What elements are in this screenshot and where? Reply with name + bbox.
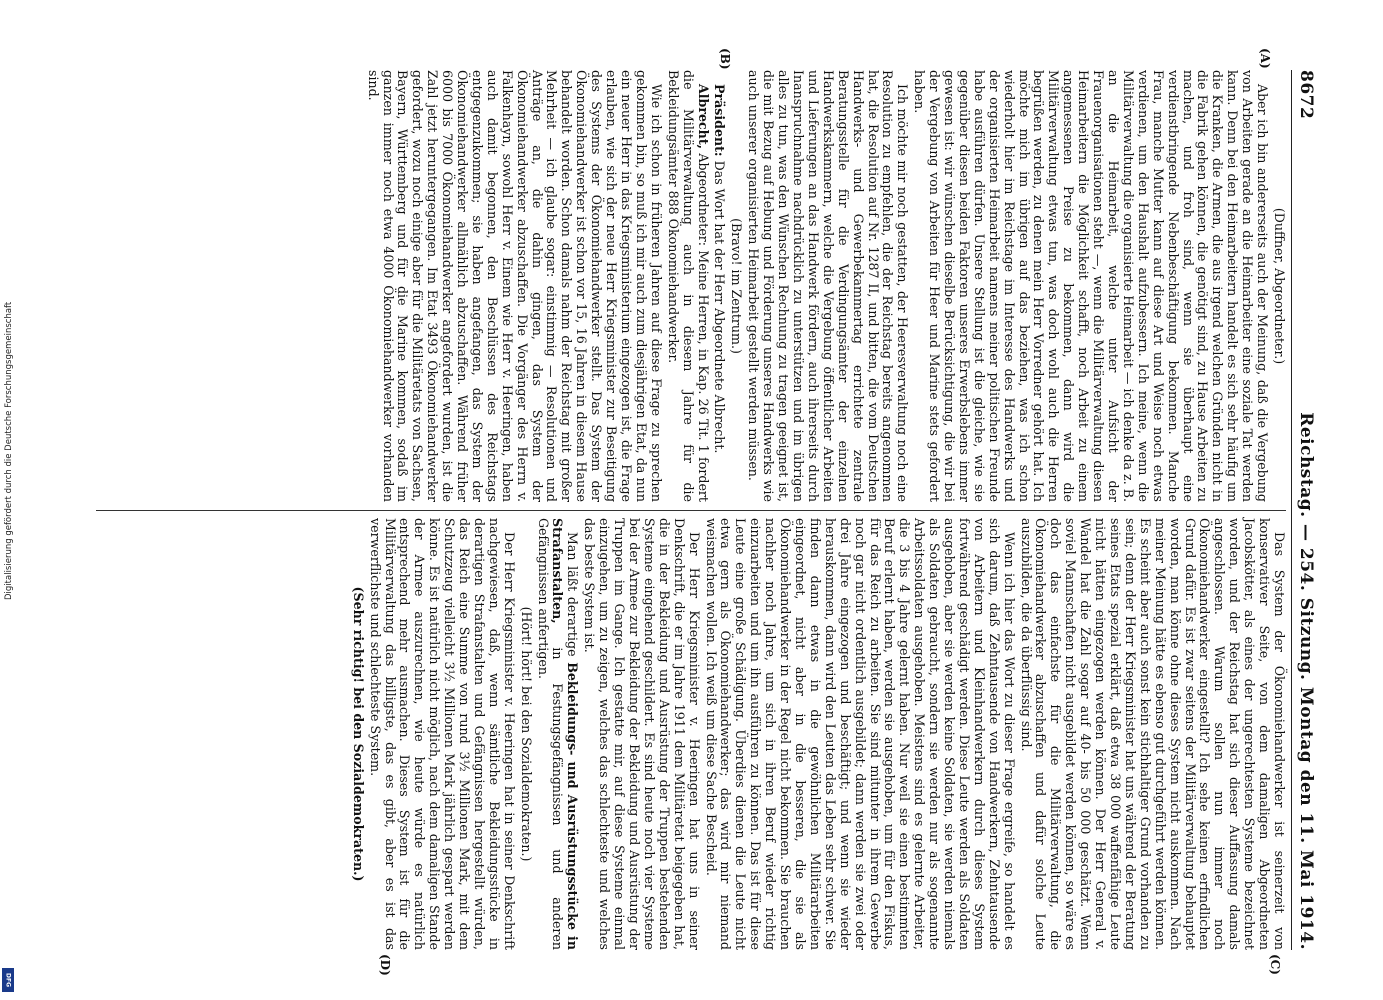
margin-marker-c: (C) (1268, 954, 1282, 975)
digitization-credit: Digitalisierung gefördert durch die Deutsche Forschungsgemeinschaft (4, 301, 14, 600)
president-text: Das Wort hat der Herr Abgeordnete Albrecht. (712, 160, 728, 454)
interjection: (Hört! hört! bei den Sozialdemokraten.) (518, 606, 534, 862)
paragraph: Das System der Ökonomiehandwerker ist seinerzeit von konservativer Seite, von dem damaligen Abgeordneten Jacobskötter, als eines der ungerechtesten Systeme bezeichnet worden, und der Reichstag hat sich dieser Auffassung damals angeschlossen. Warum sollen nun immer noch Ökonomiehandwerker eingestellt? Ich sehe keinen erfindlichen Grund dafür. Es ist zwar seitens der Militärverwaltung behauptet worden, man könne ohne dieses System nicht auskommen. Nach meiner Meinung hätte es ebenso gut durchgeführt werden können. Es scheint aber auch sonst kein stichhaltiger Grund vorhanden zu sein; denn der Herr Kriegsminister hat uns während der Beratung seines Etats spezial erklärt, daß etwa 38 000 waffenfähige Leute nicht hätten eingezogen werden können. Der Herr General v. Wandel hat die Zahl sogar auf 40- bis 50 000 geschätzt. Wenn soviel Mannschaften nicht ausgebildet werden können, so wäre es doch das einfachste für die Militärverwaltung, die Ökonomiehandwerker abzuschaffen und dafür solche Leute auszubilden, die da überflüssig sind. (1018, 518, 1287, 950)
paragraph: Ich möchte mir noch gestatten, der Heeresverwaltung noch eine Resolution zu empfehlen, die der Reichstag bereits angenommen hat, die Resolution auf Nr. 1287 II, und bitten, die vom Deutschen Handwerks- und Gewerbekammertag errichtete zentrale Beratungsstelle für die Verdingungsämter der einzelnen Handwerkskammern, welche die Vergebung öffentlicher Arbeiten und Lieferungen an das Handwerk fördern, auch ihrerseits durch Inanspruchnahme nachdrücklich zu unterstützen und im übrigen alles zu tun, was den Wünschen Rechnung zu tragen geeignet ist, die mit Bezug auf Hebung und Förderung unseres Handwerks wie auch unserer organisierten Heimarbeit gestellt werden müssen. (746, 70, 911, 502)
closing-note: (Sehr richtig! bei den Sozialdemokraten.) (350, 586, 366, 882)
rotated-sheet (80, 48, 1330, 976)
speaker-line: (Duffner, Abgeordneter.) (1272, 207, 1287, 365)
inline-label: Man läßt derartige (565, 532, 581, 657)
paragraph: Wenn ich hier das Wort zu dieser Frage ergreife, so handelt es sich darum, daß Zehntausende von Handwerkern, Zehntausende von Arbeitern und Kleinhandwerkern durch dieses System fortwährend geschädigt werden. Diese Leute werden als Soldaten ausgehoben, aber sie werden keine Soldaten, sie werden niemals als Soldaten gebraucht, sondern sie werden nur als sogenannte Arbeitssoldaten ausgehoben. Meistens sind es gelernte Arbeiter, die 3 bis 4 Jahre gelernt haben. Nur weil sie einen bestimmten Beruf erlernt haben, werden sie ausgehoben, um für den Fiskus, für das Reich zu arbeiten. Sie sind mitunter in ihrem Gewerbe noch gar nicht ordentlich ausgebildet; dann werden sie zwei oder drei Jahre eingezogen und beschäftigt; und wenn sie wieder herauskommen, dann wird den Leuten das Leben sehr schwer. Sie finden dann etwas in die gewöhnlichen Militärarbeiten eingeordnet, nicht aber in die besseren, die sie als Ökonomiehandwerker in der Regel nicht bekommen. Sie brauchen nachher noch Jahre, um sich in ihren Beruf wieder richtig einzuarbeiten und um ihn ausführen zu können. Das ist für diese Leute eine große Schädigung. Überdies dienen die Leute nicht etwa gern als Ökonomiehandwerker; das wird mir niemand weismachen wollen. Ich weiß um diese Sache Bescheid. (703, 518, 1017, 950)
albrecht-paragraph (665, 70, 710, 502)
applause-note: (Bravo! im Zentrum.) (729, 218, 745, 354)
margin-marker-d: (D) (378, 954, 392, 976)
column-right (348, 518, 1286, 950)
page-number: 8672 (1296, 70, 1316, 120)
paragraph: Der Herr Kriegsminister v. Heeringen hat in seiner Denkschrift nachgewiesen, daß, wenn sämtliche Bekleidungsstücke in derartigen Strafanstalten und Gefängnissen hergestellt würden, das Reich eine Summe von rund 3½ Millionen Mark, mit dem Schutzzeug vielleicht 3½ Millionen Mark jährlich gespart werden könne. Es ist natürlich nicht möglich, nach dem damaligen Stande der Armee auszurechnen, wie heute würde es natürlich entsprechend mehr ausmachen. Dieses System ist für die Militärverwaltung das billigste, das es gibt, aber es ist das verwerflichste und schlechteste System. (367, 518, 517, 950)
paragraph: Aber ich bin andererseits auch der Meinung, daß die Vergebung von Arbeiten gerade an die Heimarbeiter eine soziale Tat werden kann. Denn bei den Heimarbeitern handelt es sich sehr häufig um die Kranken, die Armen, die aus irgend welchen Gründen nicht in die Fabrik gehen können, die genötigt sind, zu Hause Arbeiten zu machen, und froh sind, wenn sie überhaupt eine verdienstbringende Nebenbeschäftigung bekommen. Manche Frau, manche Mutter kann auf diese Art und Weise noch etwas verdienen, um den Haushalt aufzubessern. Ich meine, wenn die Militärverwaltung die organisierte Heimarbeit — ich denke da z. B. an die Heimarbeit, welche unter Aufsicht der Frauenorganisationen steht —, wenn die Militärverwaltung diesen Heimarbeitern die Möglichkeit schafft, noch Arbeit zu einem angemessenen Preise zu bekommen, dann wird die Militärverwaltung etwas tun, was doch wohl auch die Herren begrüßen werden, zu denen mein Herr Vorredner gehört hat. Ich möchte mich im übrigen auf das beziehen, was ich schon wiederholt hier im Reichstage im Interesse des Handwerks und der organisierten Heimarbeit namens meiner politischen Freunde habe ausführen dürfen. Unsere Stellung ist die gleiche, wie sie gegenüber diesen beiden Faktoren unseres Erwerbslebens immer gewesen ist: wir wünschen dieselbe Berücksichtigung, die wir bei der Vergebung von Arbeiten für Heer und Marine stets gefordert haben. (912, 70, 1271, 502)
column-left (363, 70, 1286, 502)
column-divider (96, 510, 1286, 511)
inline-rest: in Festungsgefängnissen und anderen Gefängnissen anfertigen. (535, 518, 566, 950)
margin-marker-b: (B) (718, 48, 732, 70)
inline-bold: Bekleidungs- und Ausrüstungsstücke in Strafanstalten, (550, 518, 581, 950)
president-label: Präsident: (712, 84, 728, 157)
running-title: Reichstag. — 254. Sitzung. Montag den 11. Mai 1914. (1296, 412, 1316, 950)
president-paragraph (712, 70, 727, 502)
albrecht-intro: Abgeordneter: Meine Herren, in Kap. 26 Tit. 1 fordert die Militärverwaltung auch in diesem Jahre für die Bekleidungsämter 888 Ökonomiehandwerker. (665, 70, 711, 502)
paragraph: Der Herr Kriegsminister v. Heeringen hat uns in seiner Denkschrift, die er im Jahre 1911 dem Militäretat beigegeben hat, die in der Bekleidung und Ausrüstung der Truppen bestehenden Systeme eingehend geschildert. Es sind heute noch vier Systeme bei der Armee zur Bekleidung der Bekleidung und Ausrüstung der Truppen im Gange. Ich gestatte mir, auf diese Systeme einmal einzugehen, um zu zeigen, welches das schlechteste und welches das beste System ist. (582, 518, 702, 950)
albrecht-label: Albrecht, (695, 84, 711, 150)
header-rule (1291, 70, 1292, 950)
paragraph: Wie ich schon in früheren Jahren auf diese Frage zu sprechen gekommen bin, so muß ich mir auch zum diesjährigen Etat, da nun ein neuer Herr in das Kriegsministerium eingezogen ist, die Frage erlauben, wie sich der neue Herr Kriegsminister zur Beseitigung des Systems der Ökonomiehandwerker stellt. Das System der Ökonomiehandwerker ist schon vor 15, 16 Jahren in diesem Hause behandelt worden. Schon damals nahm der Reichstag mit großer Mehrheit — ich glaube sogar: einstimmig — Resolutionen und Anträge an, die dahin gingen, das System der Ökonomiehandwerker abzuschaffen. Die Vorgänger des Herrn v. Falkenhayn, sowohl Herr v. Einem wie Herr v. Heeringen, haben auch damit begonnen, den Beschlüssen des Reichstags entgegenzukommen; sie haben angefangen, das System der Ökonomiehandwerker allmählich abzuschaffen. Während früher 6000 bis 7000 Ökonomiehandwerker angefordert wurden, ist die Zahl jetzt heruntergegangen. Im Etat 3493 Ökonomiehandwerker gefordert, wozu noch einige aber für die Militäretats von Sachsen, Bayern, Württemberg und für die Marine kommen, sodaß im ganzen immer noch etwa 4000 Ökonomiehandwerker vorhanden sind. (365, 70, 664, 502)
margin-marker-a: (A) (1258, 48, 1272, 69)
strafanstalten-paragraph (535, 518, 580, 950)
dfg-logo: DFG (2, 968, 14, 992)
page-header (1296, 70, 1330, 950)
